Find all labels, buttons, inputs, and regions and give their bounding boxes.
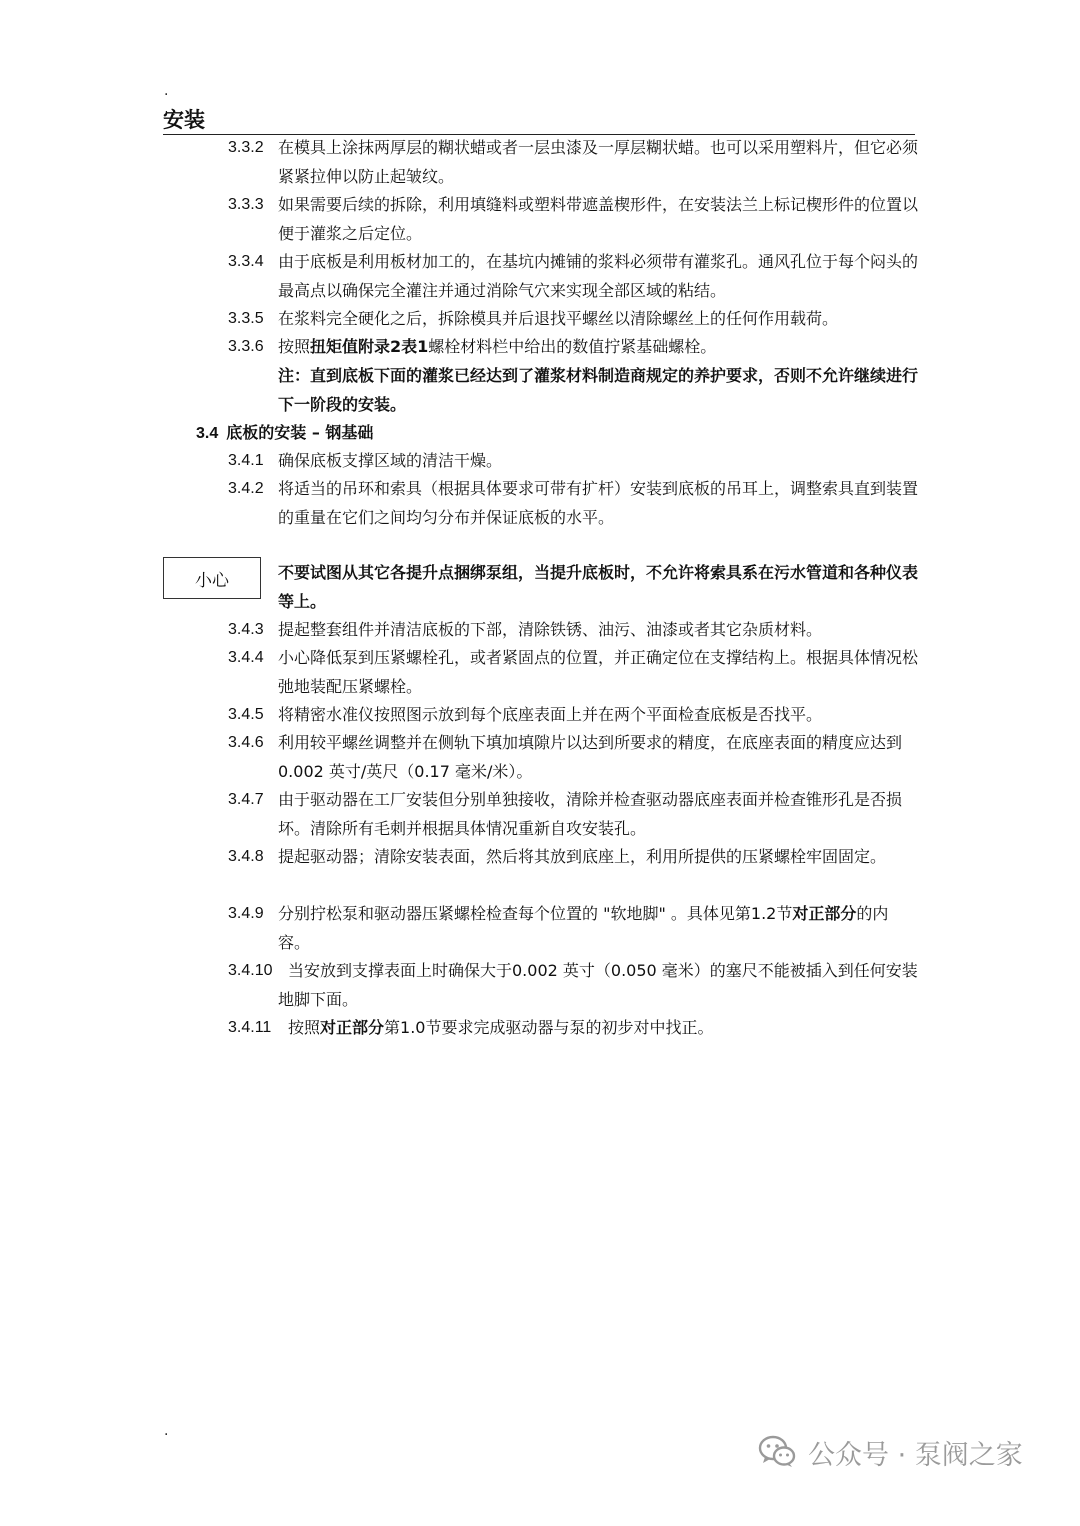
item-number: 3.4.1: [228, 452, 264, 469]
wechat-icon: [758, 1435, 796, 1469]
list-item: [228, 900, 918, 957]
item-number: 3.4.7: [228, 791, 264, 808]
list-item: [228, 248, 918, 305]
caution-text: 不要试图从其它各提升点捆绑泵组，当提升底板时，不允许将索具系在污水管道和各种仪表等上。: [278, 563, 919, 611]
watermark: [758, 1432, 1023, 1472]
list-item: [228, 644, 918, 701]
list-item: [228, 701, 918, 730]
item-text-post: 的内容。: [278, 904, 889, 952]
item-text-bold: 扭矩值附录2表1: [310, 337, 429, 356]
list-item: [228, 191, 918, 248]
item-text: 小心降低泵到压紧螺栓孔，或者紧固点的位置，并正确定位在支撑结构上。根据具体情况松弛地装配压紧螺栓。: [278, 648, 919, 696]
item-text: 确保底板支撑区域的清洁干燥。: [278, 451, 503, 470]
section-number: 3.4: [196, 425, 219, 442]
item-text: 提起驱动器；清除安装表面，然后将其放到底座上，利用所提供的压紧螺栓牢固固定。: [278, 847, 887, 866]
list-item: [228, 957, 918, 1014]
item-number: 3.4.6: [228, 734, 264, 751]
item-text: 在浆料完全硬化之后，拆除模具并后退找平螺丝以清除螺丝上的任何作用载荷。: [278, 309, 839, 328]
item-text-bold: 对正部分: [320, 1018, 385, 1037]
list-item: [228, 134, 918, 191]
item-text-pre: 按照: [278, 337, 311, 356]
item-number: 3.4.8: [228, 848, 264, 865]
item-text: 将精密水准仪按照图示放到每个底座表面上并在两个平面检查底板是否找平。: [278, 705, 823, 724]
item-number: 3.3.6: [228, 338, 264, 355]
item-number: 3.3.4: [228, 253, 264, 270]
item-text: 将适当的吊环和索具（根据具体要求可带有扩杆）安装到底板的吊耳上，调整索具直到装置的重量在它们之间均匀分布并保证底板的水平。: [278, 479, 919, 527]
item-number: 3.3.5: [228, 310, 264, 327]
item-text: 提起整套组件并清洁底板的下部，清除铁锈、油污、油漆或者其它杂质材料。: [278, 620, 823, 639]
item-text-bold: 对正部分: [792, 904, 857, 923]
item-number: 3.4.2: [228, 480, 264, 497]
list-item: [228, 475, 918, 532]
item-text: 由于驱动器在工厂安装但分别单独接收，清除并检查驱动器底座表面并检查锥形孔是否损坏。清除所有毛刺并根据具体情况重新自攻安装孔。: [278, 790, 903, 838]
page-header: [163, 106, 915, 135]
bottom-dot: .: [164, 1423, 169, 1439]
item-text: [278, 900, 918, 957]
section-heading: [196, 419, 373, 448]
item-text: 当安放到支撑表面上时确保大于0.002 英寸（0.050 毫米）的塞尺不能被插入到任何安装地脚下面。: [278, 961, 918, 1009]
list-item: [228, 843, 918, 872]
list-item: [228, 305, 918, 334]
item-number: 3.4.10: [228, 962, 273, 979]
item-text: 在模具上涂抹两厚层的糊状蜡或者一层虫漆及一厚层糊状蜡。也可以采用塑料片，但它必须紧紧拉伸以防止起皱纹。: [278, 138, 919, 186]
list-item: [228, 729, 918, 786]
item-number: 3.3.2: [228, 139, 264, 156]
list-item: [228, 1014, 918, 1043]
item-number: 3.3.3: [228, 196, 264, 213]
item-number: 3.4.3: [228, 621, 264, 638]
list-item: [228, 616, 918, 645]
note-text: 注：直到底板下面的灌浆已经达到了灌浆材料制造商规定的养护要求，否则不允许继续进行下一阶段的安装。: [278, 366, 919, 414]
caution-label: 小心: [195, 570, 229, 591]
item-number: 3.4.5: [228, 706, 264, 723]
watermark-text: 公众号 · 泵阀之家: [808, 1439, 1023, 1471]
page-title: 安装: [163, 108, 205, 132]
list-item: [228, 447, 918, 476]
caution-box: [163, 557, 261, 599]
item-number: 3.4.11: [228, 1019, 272, 1036]
item-text-pre: 按照: [288, 1018, 321, 1037]
item-text: 如果需要后续的拆除，利用填缝料或塑料带遮盖楔形件，在安装法兰上标记楔形件的位置以便于灌浆之后定位。: [278, 195, 919, 243]
item-number: 3.4.4: [228, 649, 264, 666]
item-text: 由于底板是利用板材加工的，在基坑内摊铺的浆料必须带有灌浆孔。通风孔位于每个闷头的最高点以确保完全灌注并通过消除气穴来实现全部区域的粘结。: [278, 252, 919, 300]
item-text: 利用较平螺丝调整并在侧轨下填加填隙片以达到所要求的精度，在底座表面的精度应达到0.002 英寸/英尺（0.17 毫米/米）。: [278, 733, 903, 781]
list-item: [228, 333, 918, 362]
item-text-post: 螺栓材料栏中给出的数值拧紧基础螺栓。: [428, 337, 717, 356]
item-text: [288, 1014, 918, 1043]
section-title: 底板的安装 – 钢基础: [226, 423, 374, 442]
top-dot: .: [164, 83, 169, 99]
note: [228, 362, 918, 419]
item-text-pre: 分别拧松泵和驱动器压紧螺栓检查每个位置的 "软地脚" 。具体见第1.2节: [278, 904, 793, 923]
item-number: 3.4.9: [228, 905, 264, 922]
item-text: [278, 333, 918, 362]
item-text-post: 第1.0节要求完成驱动器与泵的初步对中找正。: [384, 1018, 714, 1037]
list-item: [228, 786, 918, 843]
